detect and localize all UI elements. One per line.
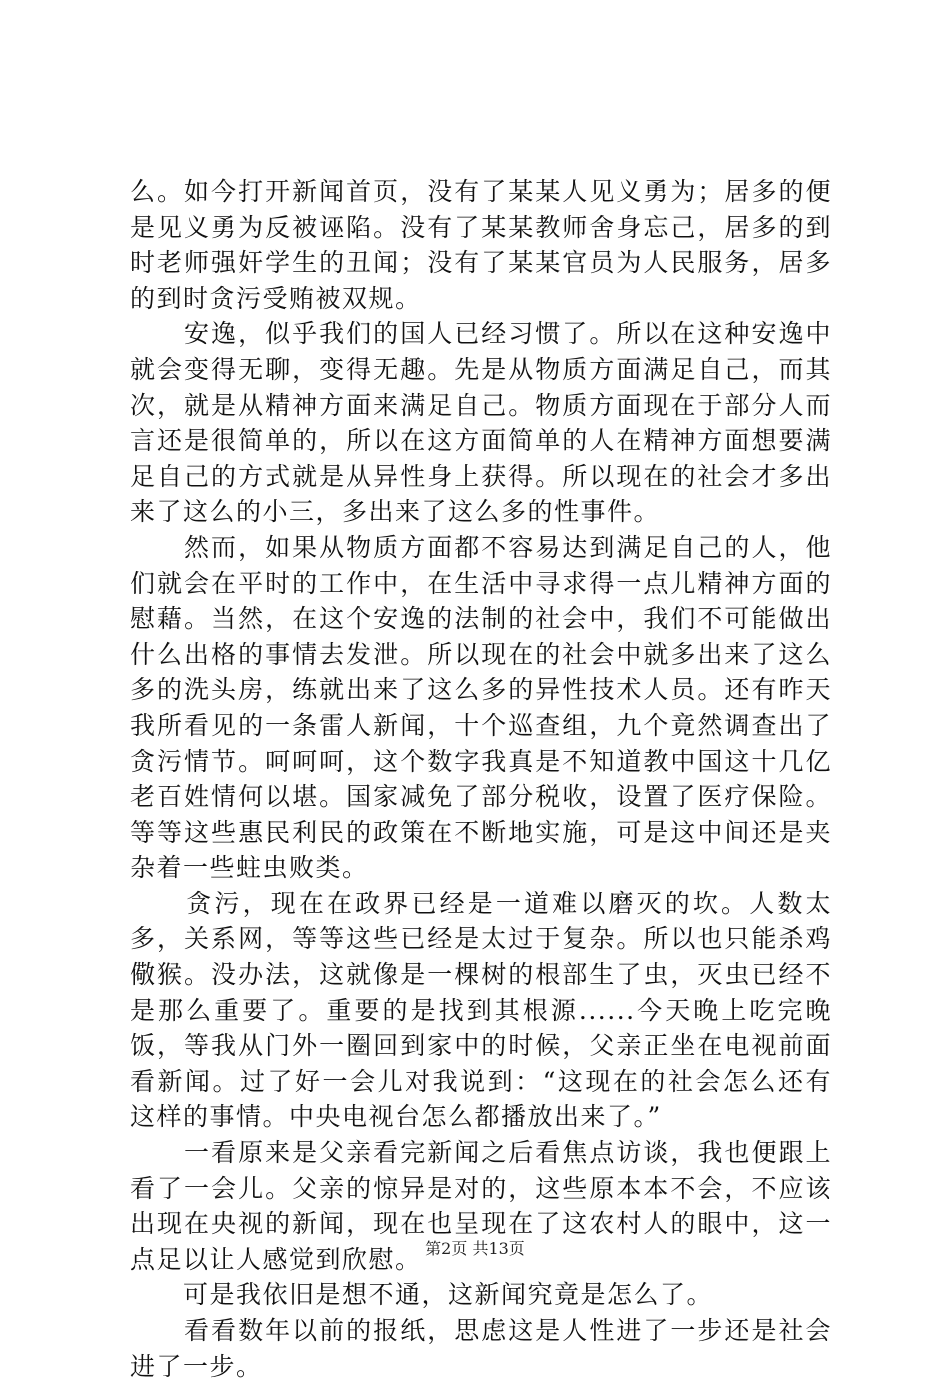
- paragraph-1: 么。如今打开新闻首页，没有了某某人见义勇为；居多的便是见义勇为反被诬陷。没有了某某教师舍身忘己，居多的到时老师强奸学生的丑闻；没有了某某官员为人民服务，居多的到时贪污受贿被双规。: [130, 177, 832, 313]
- page-footer: 第2页 共13页: [425, 1239, 525, 1258]
- paragraph-6: 可是我依旧是想不通，这新闻究竟是怎么了。: [130, 1280, 714, 1310]
- paragraph-3: 然而，如果从物质方面都不容易达到满足自己的人，他们就会在平时的工作中，在生活中寻求得一点儿精神方面的慰藉。当然，在这个安逸的法制的社会中，我们不可能做出什么出格的事情去发泄。所以现在的社会中就多出来了这么多的洗头房，练就出来了这么多的异性技术人员。还有昨天我所看见的一条雷人新闻，十个巡查组，九个竟然调查出了贪污情节。呵呵呵，这个数字我真是不知道教中国这十几亿老百姓情何以堪。国家减免了部分税收，设置了医疗保险。等等这些惠民利民的政策在不断地实施，可是这中间还是夹杂着一些蛀虫败类。: [130, 532, 832, 883]
- document-body: [130, 174, 832, 1384]
- paragraph-2: 安逸，似乎我们的国人已经习惯了。所以在这种安逸中就会变得无聊，变得无趣。先是从物质方面满足自己，而其次，就是从精神方面来满足自己。物质方面现在于部分人而言还是很简单的，所以在这方面简单的人在精神方面想要满足自己的方式就是从异性身上获得。所以现在的社会才多出来了这么的小三，多出来了这么多的性事件。: [130, 319, 832, 527]
- paragraph-7: 看看数年以前的报纸，思虑这是人性进了一步还是社会进了一步。: [130, 1316, 832, 1381]
- paragraph-4: 贪污，现在在政界已经是一道难以磨灭的坎。人数太多，关系网，等等这些已经是太过于复杂。所以也只能杀鸡儆猴。没办法，这就像是一棵树的根部生了虫，灭虫已经不是那么重要了。重要的是找到其根源......今天晚上吃完晚饭，等我从门外一圈回到家中的时候，父亲正坐在电视前面看新闻。过了好一会儿对我说到：“这现在的社会怎么还有这样的事情。中央电视台怎么都播放出来了。”: [130, 888, 832, 1132]
- paragraph-5: 一看原来是父亲看完新闻之后看焦点访谈，我也便跟上看了一会儿。父亲的惊异是对的，这些原本本不会，不应该出现在央视的新闻，现在也呈现在了这农村人的眼中，这一点足以让人感觉到欣慰。: [130, 1138, 832, 1274]
